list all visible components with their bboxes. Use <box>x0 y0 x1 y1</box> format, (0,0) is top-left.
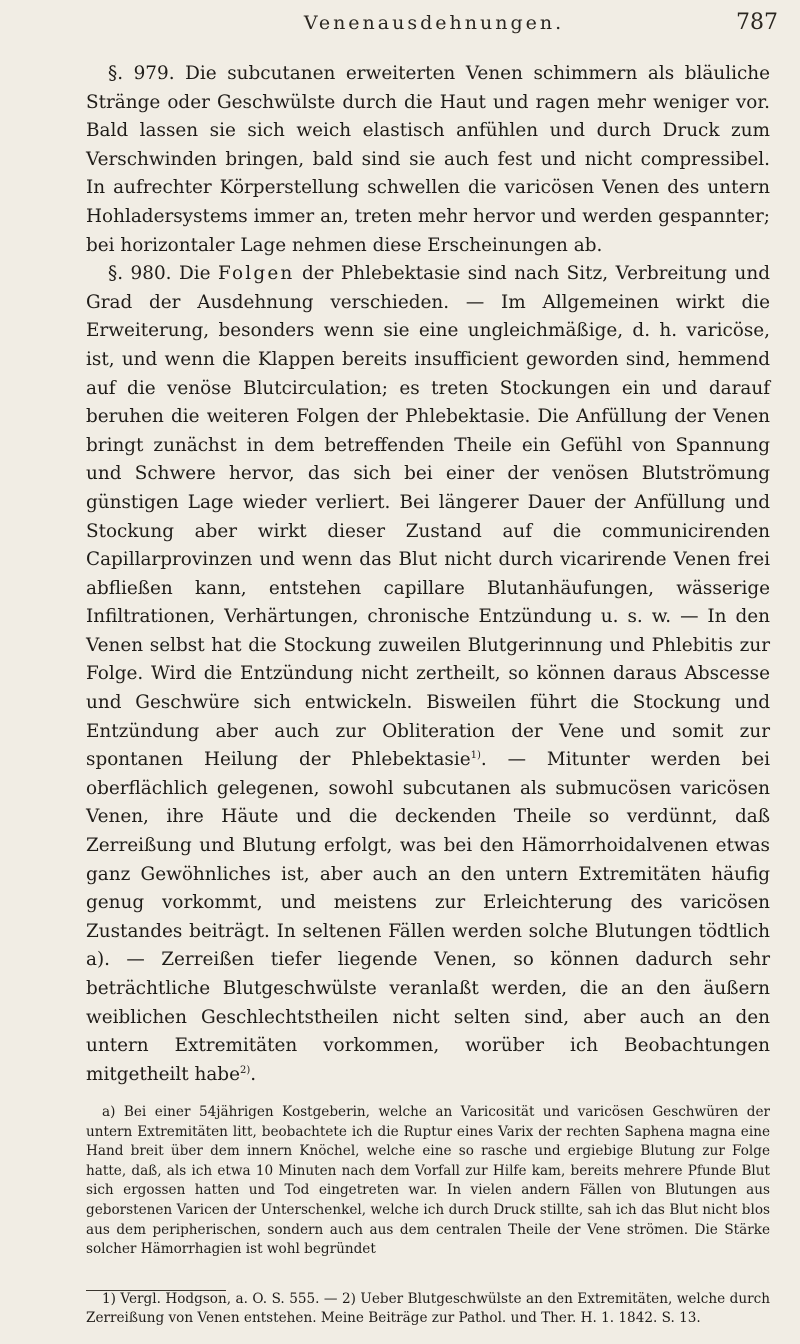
footnotes-text: 1) Vergl. Hodgson, a. O. S. 555. — 2) Ueber Blutgeschwülste an den Extremitäten, welche durch Zerreißung von Venen entstehen. Meine Beiträge zur Pathol. und Ther. H. 1. 1842. S. 13. <box>86 1291 770 1327</box>
paragraph-979 <box>86 60 770 260</box>
section-number-980: §. 980. <box>108 263 172 285</box>
paragraph-980-text-c: . <box>250 1063 257 1085</box>
footnote-ref-1: 1) <box>470 750 481 762</box>
paragraph-980 <box>86 260 770 1089</box>
emphasis-folgen: Folgen <box>218 263 295 285</box>
section-number-979: §. 979. <box>108 63 175 84</box>
page-number: 787 <box>736 10 778 35</box>
running-title: Venenausdehnungen. <box>303 12 565 34</box>
note-a-text: a) Bei einer 54jährigen Kostgeberin, welche an Varicosität und varicösen Geschwüren der untern Extremitäten litt, beobachtete ich die Ruptur eines Varix der rechten Saphena magna eine Hand breit über dem innern Knöchel, welche eine so rasche und ergiebige Blutung zur Folge hatte, daß, als ich etwa 10 Minuten nach dem Vorfall zur Hilfe kam, bereits mehrere Pfunde Blut sich ergossen hatten und Tod eingetreten war. In vielen andern Fällen von Blutungen aus geborstenen Varicen der Unterschenkel, welche ich durch Druck stillte, sah ich das Blut nicht blos aus dem peripherischen, sondern auch aus dem centralen Theile der Vene strömen. Die Stärke solcher Hämorrhagien ist wohl begründet <box>86 1104 770 1258</box>
paragraph-980-text-b: . — Mitunter werden bei oberflächlich gelegenen, sowohl subcutanen als submucösen varicösen Venen, ihre Häute und die deckenden Theile so verdünnt, daß Zerreißung und Blutung erfolgt, was bei den Hämorrhoidalvenen etwas ganz Gewöhnliches ist, aber auch an den untern Extremitäten häufig genug vorkommt, und meistens zur Erleichterung des varicösen Zustandes beiträgt. In seltenen Fällen werden solche Blutungen tödtlich a). — Zerreißen tiefer liegende Venen, so können dadurch sehr beträchtliche Blutgeschwülste veranlaßt werden, die an den äußern weiblichen Geschlechtstheilen nicht selten sind, aber auch an den untern Extremitäten vorkommen, worüber ich Beobachtungen mitgetheilt habe <box>86 749 770 1085</box>
paragraph-980-lead: Die <box>179 263 211 285</box>
footnote-ref-2: 2) <box>239 1064 251 1076</box>
page-header <box>90 2 778 42</box>
note-a <box>86 1103 770 1260</box>
paragraph-980-text-a: der Phlebektasie sind nach Sitz, Verbreitung und Grad der Ausdehnung verschieden. — Im Allgemeinen wirkt die Erweiterung, besonders wenn sie eine ungleichmäßige, d. h. varicöse, ist, und wenn die Klappen bereits insufficient geworden sind, hemmend auf die venöse Blutcirculation; es treten Stockungen ein und darauf beruhen die weiteren Folgen der Phlebektasie. Die Anfüllung der Venen bringt zunächst in dem betreffenden Theile ein Gefühl von Spannung und Schwere hervor, das sich bei einer der venösen Blutströmung günstigen Lage wieder verliert. Bei längerer Dauer der Anfüllung und Stockung aber wirkt dieser Zustand auf die communicirenden Capillarprovinzen und wenn das Blut nicht durch vicarirende Venen frei abfließen kann, entstehen capillare Blutanhäufungen, wässerige Infiltrationen, Verhärtungen, chronische Entzündung u. s. w. — In den Venen selbst hat die Stockung zuweilen Blutgerinnung und Phlebitis zur Folge. Wird die Entzündung nicht zertheilt, so können daraus Abscesse und Geschwüre sich entwickeln. Bisweilen führt die Stockung und Entzündung aber auch zur Obliteration der Vene und somit zur spontanen Heilung der Phlebektasie <box>86 263 770 771</box>
footnotes <box>86 1290 770 1329</box>
paragraph-979-text: Die subcutanen erweiterten Venen schimmern als bläuliche Stränge oder Geschwülste durch die Haut und ragen mehr weniger vor. Bald lassen sie sich weich elastisch anfühlen und durch Druck zum Verschwinden bringen, bald sind sie auch fest und nicht compressibel. In aufrechter Körperstellung schwellen die varicösen Venen des untern Hohladersystems immer an, treten mehr hervor und werden gespannter; bei horizontaler Lage nehmen diese Erscheinungen ab. <box>86 63 770 256</box>
main-text <box>86 60 770 1089</box>
